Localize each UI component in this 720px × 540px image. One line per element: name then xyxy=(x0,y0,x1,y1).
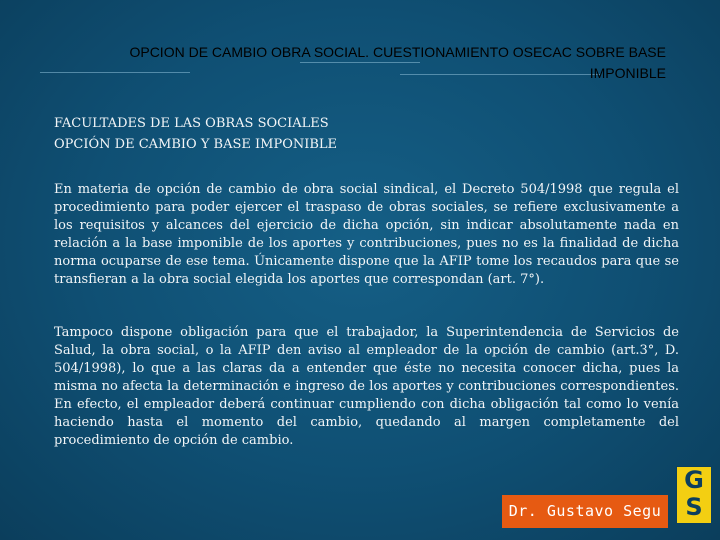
heading-line-1: FACULTADES DE LAS OBRAS SOCIALES xyxy=(54,116,329,131)
heading-line-2: OPCIÓN DE CAMBIO Y BASE IMPONIBLE xyxy=(54,137,338,152)
paragraph-2: Tampoco dispone obligación para que el trabajador, la Superintendencia de Servicios de Salud, la obra social, o la AFIP den aviso al empleador de la opción de cambio (art.3°, D. 504/1998), lo que a las claras da a entender que éste no necesita conocer dicha, pues la misma no afecta la determinación e ingreso de los aportes y contribuciones correspondientes. En efecto, el empleador deberá continuar cumpliendo con dicha obligación tal como lo venía haciendo hasta el momento del cambio, quedando al margen completamente del procedimiento de opción de cambio. xyxy=(54,325,679,448)
section-heading xyxy=(54,113,654,155)
initials-letter-s: S xyxy=(685,493,703,521)
initials-letter-g: G xyxy=(684,466,704,494)
initials-logo-icon xyxy=(676,466,712,524)
slide-title: OPCION DE CAMBIO OBRA SOCIAL. CUESTIONAMIENTO OSECAC SOBRE BASE IMPONIBLE xyxy=(129,44,666,81)
author-logo: Dr. Gustavo Segu xyxy=(502,495,668,528)
paragraph-1: En materia de opción de cambio de obra social sindical, el Decreto 504/1998 que regula el procedimiento para poder ejercer el traspaso de obras sociales, se refiere exclusivamente a los requisitos y alcances del ejercicio de dicha opción, sin indicar absolutamente nada en relación a la base imponible de los aportes y contribuciones, pues no es la finalidad de dicha norma ocuparse de ese tema. Únicamente dispone que la AFIP tome los recaudos para que se transfieran a la obra social elegida los aportes que correspondan (art. 7°). xyxy=(54,182,679,287)
